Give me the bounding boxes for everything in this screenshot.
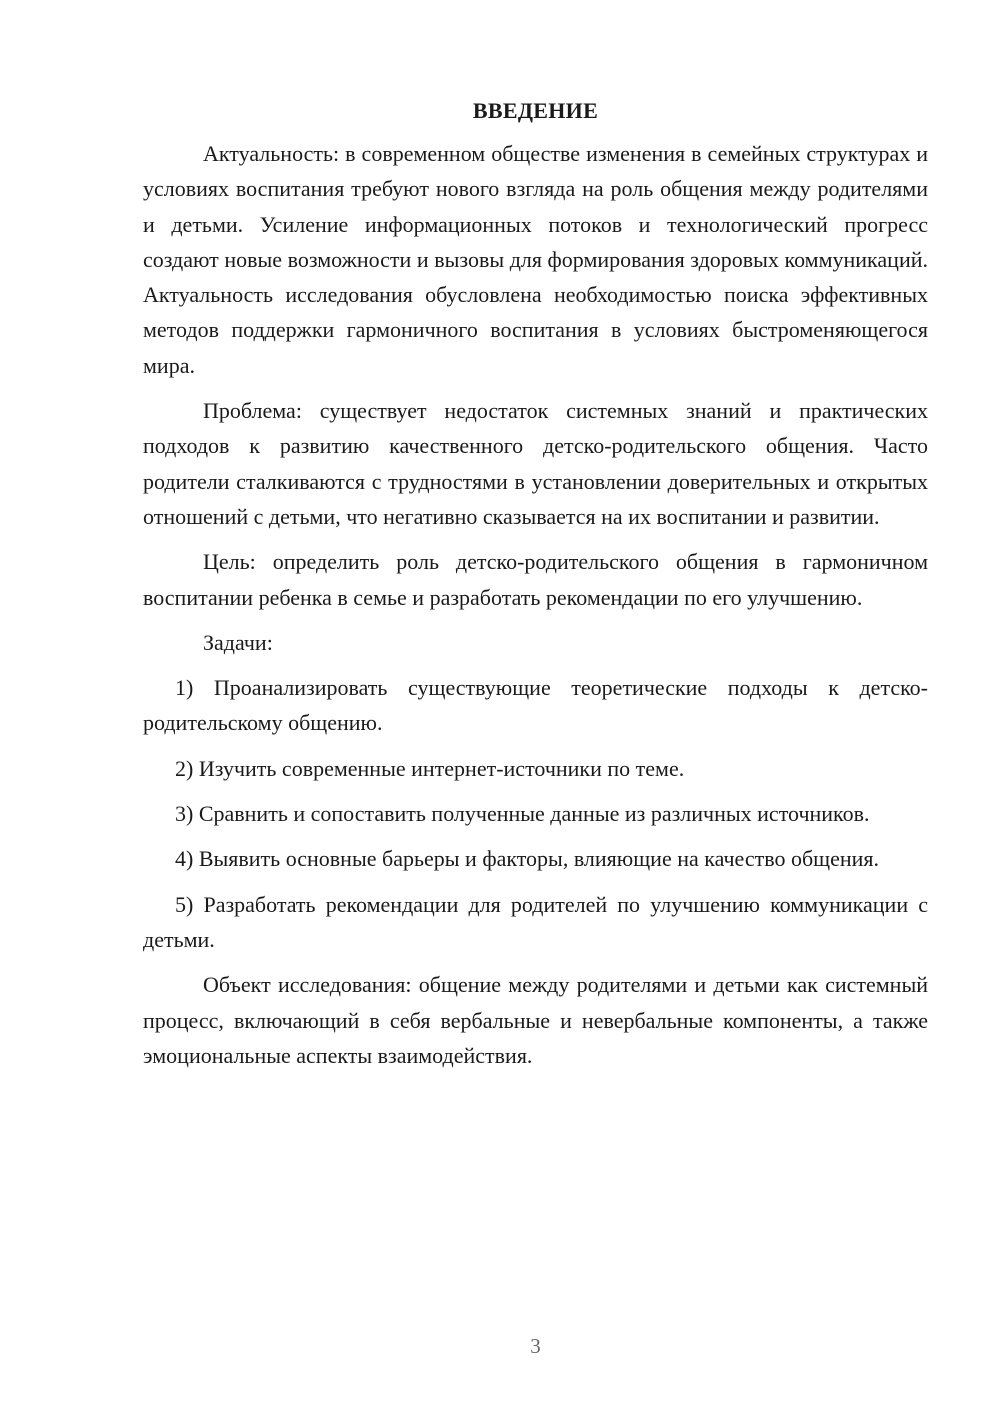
task-item-1: 1) Проанализировать существующие теоретические подходы к детско-родительскому общению. (143, 675, 928, 736)
task-item-5: 5) Разработать рекомендации для родителей по улучшению коммуникации с детьми. (143, 891, 928, 952)
document-page (143, 96, 928, 1083)
paragraph-relevance: Актуальность: в современном обществе изменения в семейных структурах и условиях воспитания требуют нового взгляда на роль общения между родителями и детьми. Усиление информационных потоков и технологический прогресс создают новые возможности и вызовы для формирования здоровых коммуникаций. Актуальность исследования обусловлена необходимостью поиска эффективных методов поддержки гармоничного воспитания в условиях быстроменяющегося мира. (143, 141, 928, 378)
task-item-3: 3) Сравнить и сопоставить полученные данные из различных источников. (175, 801, 870, 827)
paragraph-goal: Цель: определить роль детско-родительского общения в гармоничном воспитании ребенка в семье и разработать рекомендации по его улучшению. (143, 549, 928, 610)
paragraph-research-object: Объект исследования: общение между родителями и детьми как системный процесс, включающий в себя вербальные и невербальные компоненты, а также эмоциональные аспекты взаимодействия. (143, 972, 928, 1068)
paragraph-problem: Проблема: существует недостаток системных знаний и практических подходов к развитию качественного детско-родительского общения. Часто родители сталкиваются с трудностями в установлении доверительных и открытых отношений с детьми, что негативно сказывается на их воспитании и развитии. (143, 398, 928, 529)
task-item-4: 4) Выявить основные барьеры и факторы, влияющие на качество общения. (175, 846, 880, 872)
section-title: ВВЕДЕНИЕ (472, 98, 599, 123)
task-item-2: 2) Изучить современные интернет-источники по теме. (175, 755, 685, 781)
paragraph-tasks-heading: Задачи: (203, 629, 273, 655)
page-number: 3 (530, 1334, 541, 1358)
